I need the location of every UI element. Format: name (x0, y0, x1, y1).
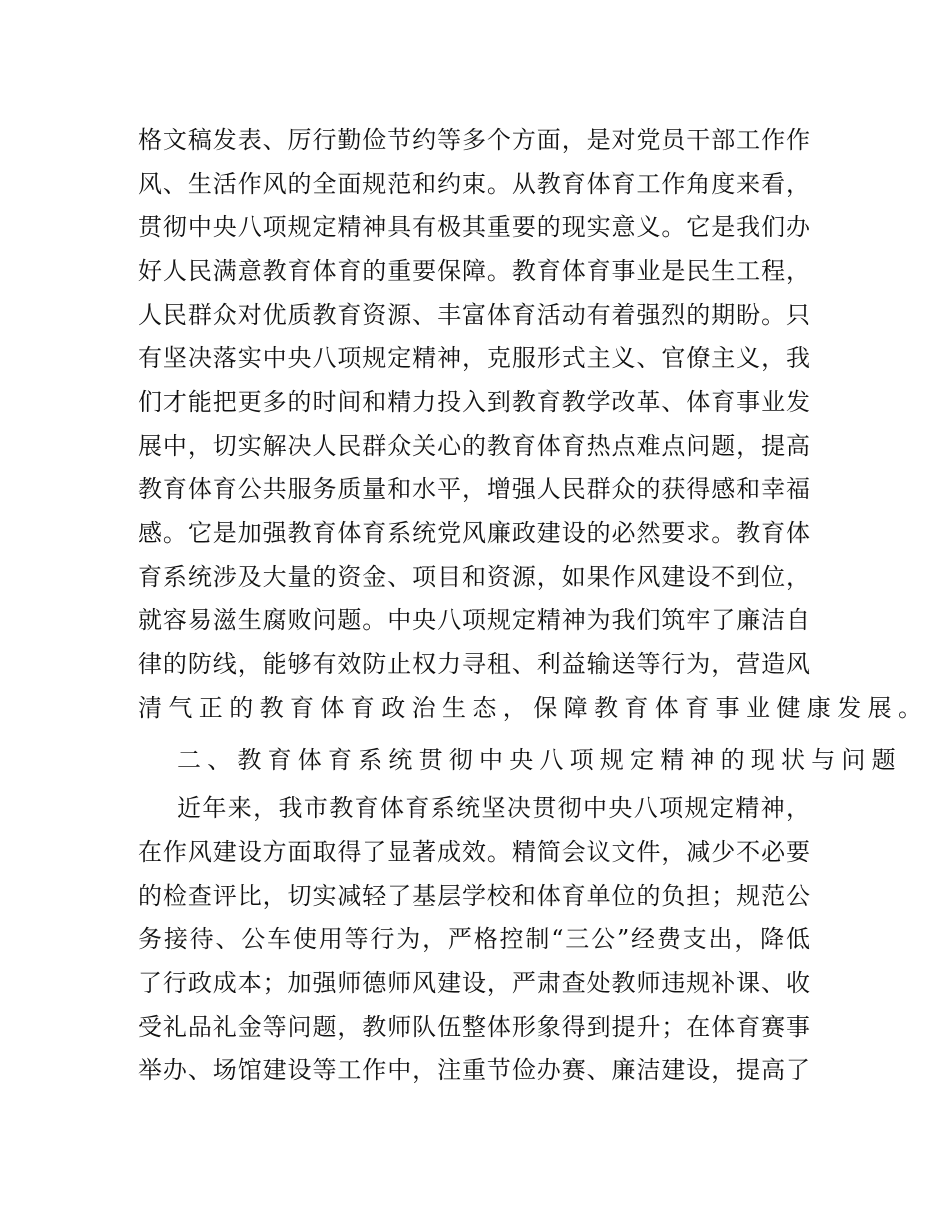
text-line: 风、生活作风的全面规范和约束。从教育体育工作角度来看， (138, 170, 810, 198)
text-line: 近年来，我市教育体育系统坚决贯彻中央八项规定精神， (177, 794, 810, 822)
text-line: 育系统涉及大量的资金、项目和资源，如果作风建设不到位， (138, 563, 810, 591)
text-line: 在作风建设方面取得了显著成效。精简会议文件，减少不必要 (138, 838, 810, 866)
section-heading: 二、教育体育系统贯彻中央八项规定精神的现状与问题 (177, 746, 902, 774)
text-line: 有坚决落实中央八项规定精神，克服形式主义、官僚主义，我 (138, 344, 810, 372)
text-line: 受礼品礼金等问题，教师队伍整体形象得到提升；在体育赛事 (138, 1013, 810, 1041)
text-line: 感。它是加强教育体育系统党风廉政建设的必然要求。教育体 (138, 519, 810, 547)
text-line: 教育体育公共服务质量和水平，增强人民群众的获得感和幸福 (138, 475, 810, 503)
text-line: 的检查评比，切实减轻了基层学校和体育单位的负担；规范公 (138, 882, 810, 910)
text-line: 清气正的教育体育政治生态，保障教育体育事业健康发展。 (138, 694, 929, 722)
text-line: 贯彻中央八项规定精神具有极其重要的现实意义。它是我们办 (138, 213, 810, 241)
text-line: 务接待、公车使用等行为，严格控制“三公”经费支出，降低 (138, 925, 810, 953)
text-line: 律的防线，能够有效防止权力寻租、利益输送等行为，营造风 (138, 650, 810, 678)
text-line: 举办、场馆建设等工作中，注重节俭办赛、廉洁建设，提高了 (138, 1056, 810, 1084)
text-line: 格文稿发表、厉行勤俭节约等多个方面，是对党员干部工作作 (138, 126, 810, 154)
text-line: 们才能把更多的时间和精力投入到教育教学改革、体育事业发 (138, 388, 810, 416)
text-line: 了行政成本；加强师德师风建设，严肃查处教师违规补课、收 (138, 969, 810, 997)
text-line: 就容易滋生腐败问题。中央八项规定精神为我们筑牢了廉洁自 (138, 606, 810, 634)
text-line: 人民群众对优质教育资源、丰富体育活动有着强烈的期盼。只 (138, 301, 810, 329)
text-line: 好人民满意教育体育的重要保障。教育体育事业是民生工程， (138, 257, 810, 285)
text-line: 展中，切实解决人民群众关心的教育体育热点难点问题，提高 (138, 432, 810, 460)
